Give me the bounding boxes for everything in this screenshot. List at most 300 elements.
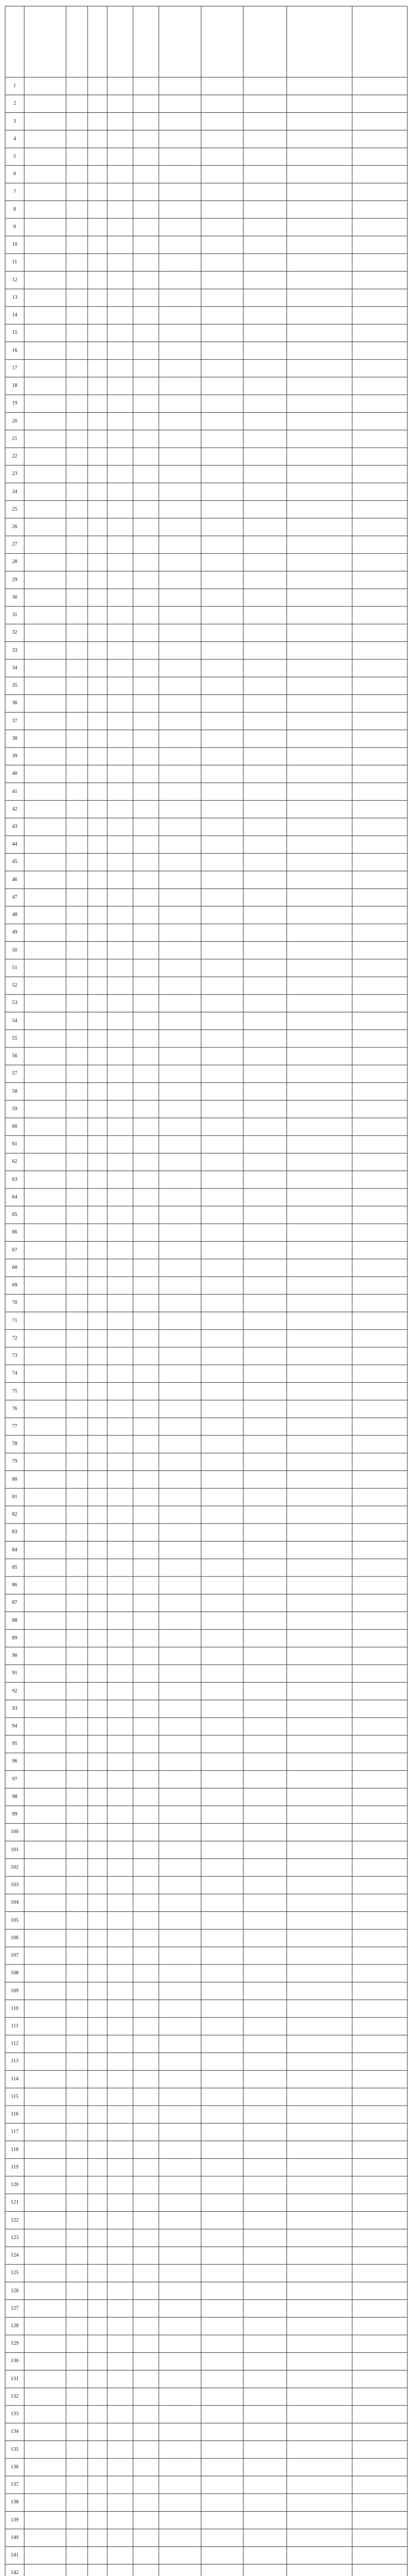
cell-written-score [88,1206,107,1224]
cell-written-weighted [107,1964,133,1982]
cell-retest-special-1 [201,889,243,906]
cell-remark [352,1224,407,1241]
cell-written-weighted [107,1065,133,1082]
cell-retest-special-1 [201,748,243,765]
cell-seq: 139 [11,2517,19,2523]
cell-retest-weighted [159,906,201,924]
cell-retest-special-2 [243,1224,287,1241]
cell-policy-bonus [287,1947,352,1964]
cell-retest-weighted [159,1382,201,1400]
cell-written-score [88,1277,107,1294]
cell-retest-special-1 [201,1294,243,1312]
cell-retest-score [133,253,159,271]
cell-retest-special-1 [201,360,243,377]
cell-seq: 95 [12,1741,18,1747]
cell-policy-bonus [287,1206,352,1224]
cell-seq: 141 [11,2552,19,2558]
cell-policy-bonus [287,624,352,641]
cell-seq: 63 [12,1176,18,1182]
cell-exam-id [24,1277,66,1294]
cell-seq: 48 [12,912,18,918]
cell-exam-id [24,1030,66,1047]
cell-policy-bonus [287,130,352,148]
cell-written-score [88,307,107,324]
cell-retest-special-1 [201,994,243,1012]
cell-seq: 82 [12,1512,18,1518]
cell-remark [352,448,407,465]
cell-written-weighted [107,2370,133,2388]
cell-seq: 40 [12,771,18,777]
cell-remark [352,1823,407,1841]
cell-written-weighted [107,501,133,518]
cell-written-score [88,2123,107,2141]
cell-retest-special-2 [243,1964,287,1982]
cell-written-score [88,1929,107,1947]
cell-retest-score [133,836,159,853]
cell-retest-special-2 [243,2071,287,2088]
cell-remark [352,1894,407,1911]
cell-retest-special-2 [243,1718,287,1735]
cell-policy-bonus [287,2053,352,2070]
cell-exam-id [24,2159,66,2176]
cell-written-weighted [107,2053,133,2070]
cell-seq: 33 [12,647,18,653]
cell-name [66,836,88,853]
cell-retest-special-1 [201,1171,243,1189]
cell-written-score [88,924,107,941]
cell-retest-weighted [159,889,201,906]
cell-exam-id [24,977,66,994]
cell-retest-score [133,1577,159,1594]
cell-retest-special-1 [201,1523,243,1541]
cell-written-score [88,1771,107,1788]
cell-exam-id [24,465,66,483]
cell-policy-bonus [287,1735,352,1753]
cell-retest-weighted [159,1982,201,1999]
cell-seq: 18 [12,383,18,389]
cell-retest-special-2 [243,1471,287,1488]
cell-remark [352,2459,407,2476]
cell-retest-special-1 [201,1206,243,1224]
cell-retest-score [133,1153,159,1171]
cell-retest-score [133,959,159,977]
cell-written-weighted [107,977,133,994]
cell-written-score [88,1718,107,1735]
cell-retest-special-2 [243,1153,287,1171]
cell-retest-special-2 [243,501,287,518]
cell-retest-score [133,395,159,412]
cell-exam-id [24,1082,66,1100]
cell-exam-id [24,1435,66,1453]
cell-remark [352,1171,407,1189]
cell-retest-special-1 [201,2247,243,2264]
cell-name [66,694,88,712]
cell-name [66,1788,88,1806]
cell-policy-bonus [287,1700,352,1718]
cell-retest-weighted [159,2053,201,2070]
cell-name [66,818,88,836]
cell-retest-special-1 [201,2476,243,2494]
cell-written-score [88,2088,107,2106]
cell-written-score [88,2018,107,2035]
cell-retest-special-1 [201,2141,243,2159]
cell-retest-special-2 [243,2317,287,2335]
cell-exam-id [24,2247,66,2264]
cell-retest-score [133,1382,159,1400]
cell-name [66,889,88,906]
cell-seq: 1 [13,83,16,89]
cell-remark [352,2053,407,2070]
cell-remark [352,553,407,571]
cell-policy-bonus [287,1876,352,1894]
cell-remark [352,1541,407,1559]
cell-policy-bonus [287,395,352,412]
cell-retest-special-1 [201,1506,243,1523]
cell-written-score [88,1100,107,1118]
cell-retest-special-2 [243,818,287,836]
cell-remark [352,1682,407,1700]
cell-retest-special-2 [243,1330,287,1347]
cell-retest-score [133,818,159,836]
cell-retest-weighted [159,1047,201,1065]
cell-retest-score [133,571,159,589]
cell-retest-weighted [159,2035,201,2053]
cell-retest-special-2 [243,1277,287,1294]
cell-retest-score [133,2282,159,2299]
cell-exam-id [24,642,66,659]
cell-retest-score [133,2000,159,2018]
cell-policy-bonus [287,1418,352,1435]
cell-seq: 78 [12,1441,18,1447]
cell-written-weighted [107,1682,133,1700]
cell-exam-id [24,1647,66,1665]
cell-remark [352,1206,407,1224]
cell-policy-bonus [287,1047,352,1065]
cell-retest-score [133,1400,159,1418]
cell-written-weighted [107,272,133,289]
cell-retest-special-2 [243,1506,287,1523]
cell-retest-score [133,748,159,765]
cell-retest-weighted [159,1118,201,1136]
cell-name [66,2511,88,2529]
cell-retest-special-2 [243,1365,287,1382]
cell-policy-bonus [287,2211,352,2229]
cell-retest-score [133,1471,159,1488]
cell-exam-id [24,1753,66,1770]
cell-exam-id [24,2194,66,2211]
cell-written-score [88,412,107,430]
cell-seq: 49 [12,929,18,936]
cell-retest-special-2 [243,1523,287,1541]
cell-retest-score [133,1559,159,1577]
cell-name [66,2141,88,2159]
cell-retest-weighted [159,1312,201,1329]
cell-retest-weighted [159,1612,201,1629]
cell-seq: 104 [11,1900,19,1906]
cell-written-score [88,1523,107,1541]
cell-retest-special-2 [243,289,287,307]
cell-retest-score [133,1082,159,1100]
cell-seq: 130 [11,2358,19,2364]
cell-written-weighted [107,2000,133,2018]
cell-retest-weighted [159,553,201,571]
cell-written-score [88,1541,107,1559]
cell-retest-special-2 [243,994,287,1012]
cell-retest-special-2 [243,1294,287,1312]
cell-retest-special-2 [243,430,287,448]
cell-written-weighted [107,1788,133,1806]
cell-seq: 14 [12,312,18,318]
header-written-score [88,6,107,77]
cell-written-weighted [107,112,133,130]
cell-remark [352,465,407,483]
cell-written-weighted [107,1347,133,1365]
cell-written-weighted [107,1806,133,1823]
cell-seq: 19 [12,400,18,406]
cell-retest-special-1 [201,1082,243,1100]
cell-retest-special-2 [243,183,287,200]
cell-seq: 16 [12,347,18,353]
cell-retest-special-1 [201,977,243,994]
cell-retest-special-1 [201,1841,243,1859]
cell-written-score [88,1453,107,1470]
cell-written-score [88,1471,107,1488]
cell-written-score [88,801,107,818]
cell-retest-special-2 [243,1753,287,1770]
cell-retest-special-1 [201,2159,243,2176]
cell-retest-score [133,2494,159,2511]
cell-retest-score [133,324,159,342]
cell-policy-bonus [287,2194,352,2211]
cell-written-score [88,1118,107,1136]
cell-retest-score [133,1612,159,1629]
cell-retest-special-1 [201,1435,243,1453]
cell-retest-special-2 [243,465,287,483]
cell-written-weighted [107,2405,133,2423]
cell-remark [352,1806,407,1823]
cell-policy-bonus [287,1911,352,1929]
cell-retest-score [133,2194,159,2211]
cell-remark [352,1876,407,1894]
cell-policy-bonus [287,1082,352,1100]
cell-retest-special-2 [243,253,287,271]
cell-retest-score [133,1788,159,1806]
cell-policy-bonus [287,871,352,889]
cell-remark [352,324,407,342]
cell-retest-score [133,2564,159,2576]
cell-remark [352,1065,407,1082]
cell-retest-score [133,536,159,553]
cell-written-weighted [107,942,133,959]
cell-retest-special-2 [243,1347,287,1365]
cell-remark [352,395,407,412]
cell-seq: 103 [11,1882,19,1888]
cell-retest-weighted [159,2018,201,2035]
cell-written-weighted [107,165,133,183]
cell-retest-score [133,501,159,518]
cell-exam-id [24,677,66,694]
cell-retest-special-1 [201,307,243,324]
cell-retest-weighted [159,1876,201,1894]
cell-written-weighted [107,483,133,500]
cell-written-score [88,272,107,289]
cell-name [66,1418,88,1435]
cell-exam-id [24,1136,66,1153]
cell-retest-weighted [159,2106,201,2123]
cell-remark [352,236,407,253]
cell-retest-special-2 [243,712,287,730]
cell-retest-weighted [159,942,201,959]
cell-retest-weighted [159,2123,201,2141]
cell-seq: 99 [12,1811,18,1818]
cell-retest-special-2 [243,2264,287,2282]
cell-retest-weighted [159,977,201,994]
cell-name [66,1806,88,1823]
header-remark [352,6,407,77]
cell-remark [352,1189,407,1206]
cell-remark [352,2564,407,2576]
cell-retest-special-2 [243,1171,287,1189]
cell-name [66,2106,88,2123]
cell-policy-bonus [287,324,352,342]
cell-written-weighted [107,1136,133,1153]
cell-name [66,1312,88,1329]
cell-retest-score [133,1012,159,1029]
cell-retest-weighted [159,1594,201,1612]
cell-written-score [88,2071,107,2088]
cell-retest-special-1 [201,1929,243,1947]
cell-remark [352,112,407,130]
cell-retest-score [133,2141,159,2159]
cell-policy-bonus [287,307,352,324]
cell-policy-bonus [287,1471,352,1488]
cell-written-score [88,2547,107,2564]
cell-retest-weighted [159,2388,201,2405]
cell-retest-weighted [159,1647,201,1665]
cell-exam-id [24,201,66,218]
cell-retest-score [133,130,159,148]
cell-policy-bonus [287,801,352,818]
cell-retest-score [133,1506,159,1523]
cell-remark [352,924,407,941]
cell-written-weighted [107,2071,133,2088]
cell-written-weighted [107,606,133,624]
cell-seq: 90 [12,1653,18,1659]
cell-policy-bonus [287,748,352,765]
cell-retest-score [133,2053,159,2070]
cell-exam-id [24,1876,66,1894]
cell-seq: 28 [12,559,18,565]
cell-seq: 2 [13,100,16,107]
cell-written-score [88,448,107,465]
cell-retest-special-2 [243,448,287,465]
cell-exam-id [24,2547,66,2564]
cell-seq: 114 [11,2076,19,2082]
cell-written-weighted [107,183,133,200]
cell-remark [352,1523,407,1541]
cell-exam-id [24,2388,66,2405]
cell-written-score [88,1841,107,1859]
cell-written-weighted [107,694,133,712]
cell-retest-score [133,624,159,641]
cell-name [66,1859,88,1876]
cell-retest-special-2 [243,1735,287,1753]
cell-policy-bonus [287,1859,352,1876]
cell-remark [352,165,407,183]
cell-seq: 96 [12,1758,18,1765]
cell-policy-bonus [287,1136,352,1153]
cell-written-weighted [107,959,133,977]
cell-policy-bonus [287,2529,352,2547]
cell-name [66,642,88,659]
cell-retest-weighted [159,730,201,748]
cell-name [66,1647,88,1665]
cell-name [66,1964,88,1982]
cell-name [66,1294,88,1312]
cell-seq: 102 [11,1864,19,1870]
cell-policy-bonus [287,677,352,694]
cell-name [66,324,88,342]
cell-written-score [88,536,107,553]
cell-retest-special-2 [243,836,287,853]
cell-policy-bonus [287,412,352,430]
cell-policy-bonus [287,1630,352,1647]
cell-seq: 12 [12,277,18,283]
cell-policy-bonus [287,1312,352,1329]
cell-retest-weighted [159,112,201,130]
cell-exam-id [24,1100,66,1118]
cell-name [66,624,88,641]
cell-exam-id [24,942,66,959]
cell-retest-special-2 [243,1876,287,1894]
cell-retest-weighted [159,1330,201,1347]
cell-exam-id [24,1559,66,1577]
cell-name [66,1047,88,1065]
cell-name [66,1330,88,1347]
cell-seq: 73 [12,1353,18,1359]
cell-name [66,730,88,748]
cell-written-weighted [107,1118,133,1136]
cell-retest-score [133,1118,159,1136]
cell-retest-weighted [159,2370,201,2388]
cell-retest-weighted [159,2071,201,2088]
cell-retest-weighted [159,272,201,289]
cell-written-score [88,1859,107,1876]
cell-retest-special-2 [243,1665,287,1682]
cell-seq: 68 [12,1264,18,1270]
cell-policy-bonus [287,2494,352,2511]
cell-remark [352,642,407,659]
cell-remark [352,1294,407,1312]
cell-written-weighted [107,624,133,641]
cell-name [66,1771,88,1788]
cell-retest-weighted [159,148,201,165]
cell-retest-special-2 [243,95,287,112]
cell-remark [352,201,407,218]
cell-seq: 80 [12,1476,18,1482]
cell-written-weighted [107,1453,133,1470]
cell-policy-bonus [287,2229,352,2247]
cell-retest-special-1 [201,77,243,95]
cell-exam-id [24,2141,66,2159]
cell-retest-special-1 [201,1242,243,1259]
cell-retest-score [133,659,159,677]
cell-retest-special-2 [243,2229,287,2247]
cell-retest-special-1 [201,1559,243,1577]
cell-exam-id [24,1312,66,1329]
cell-remark [352,1136,407,1153]
cell-retest-special-2 [243,1894,287,1911]
